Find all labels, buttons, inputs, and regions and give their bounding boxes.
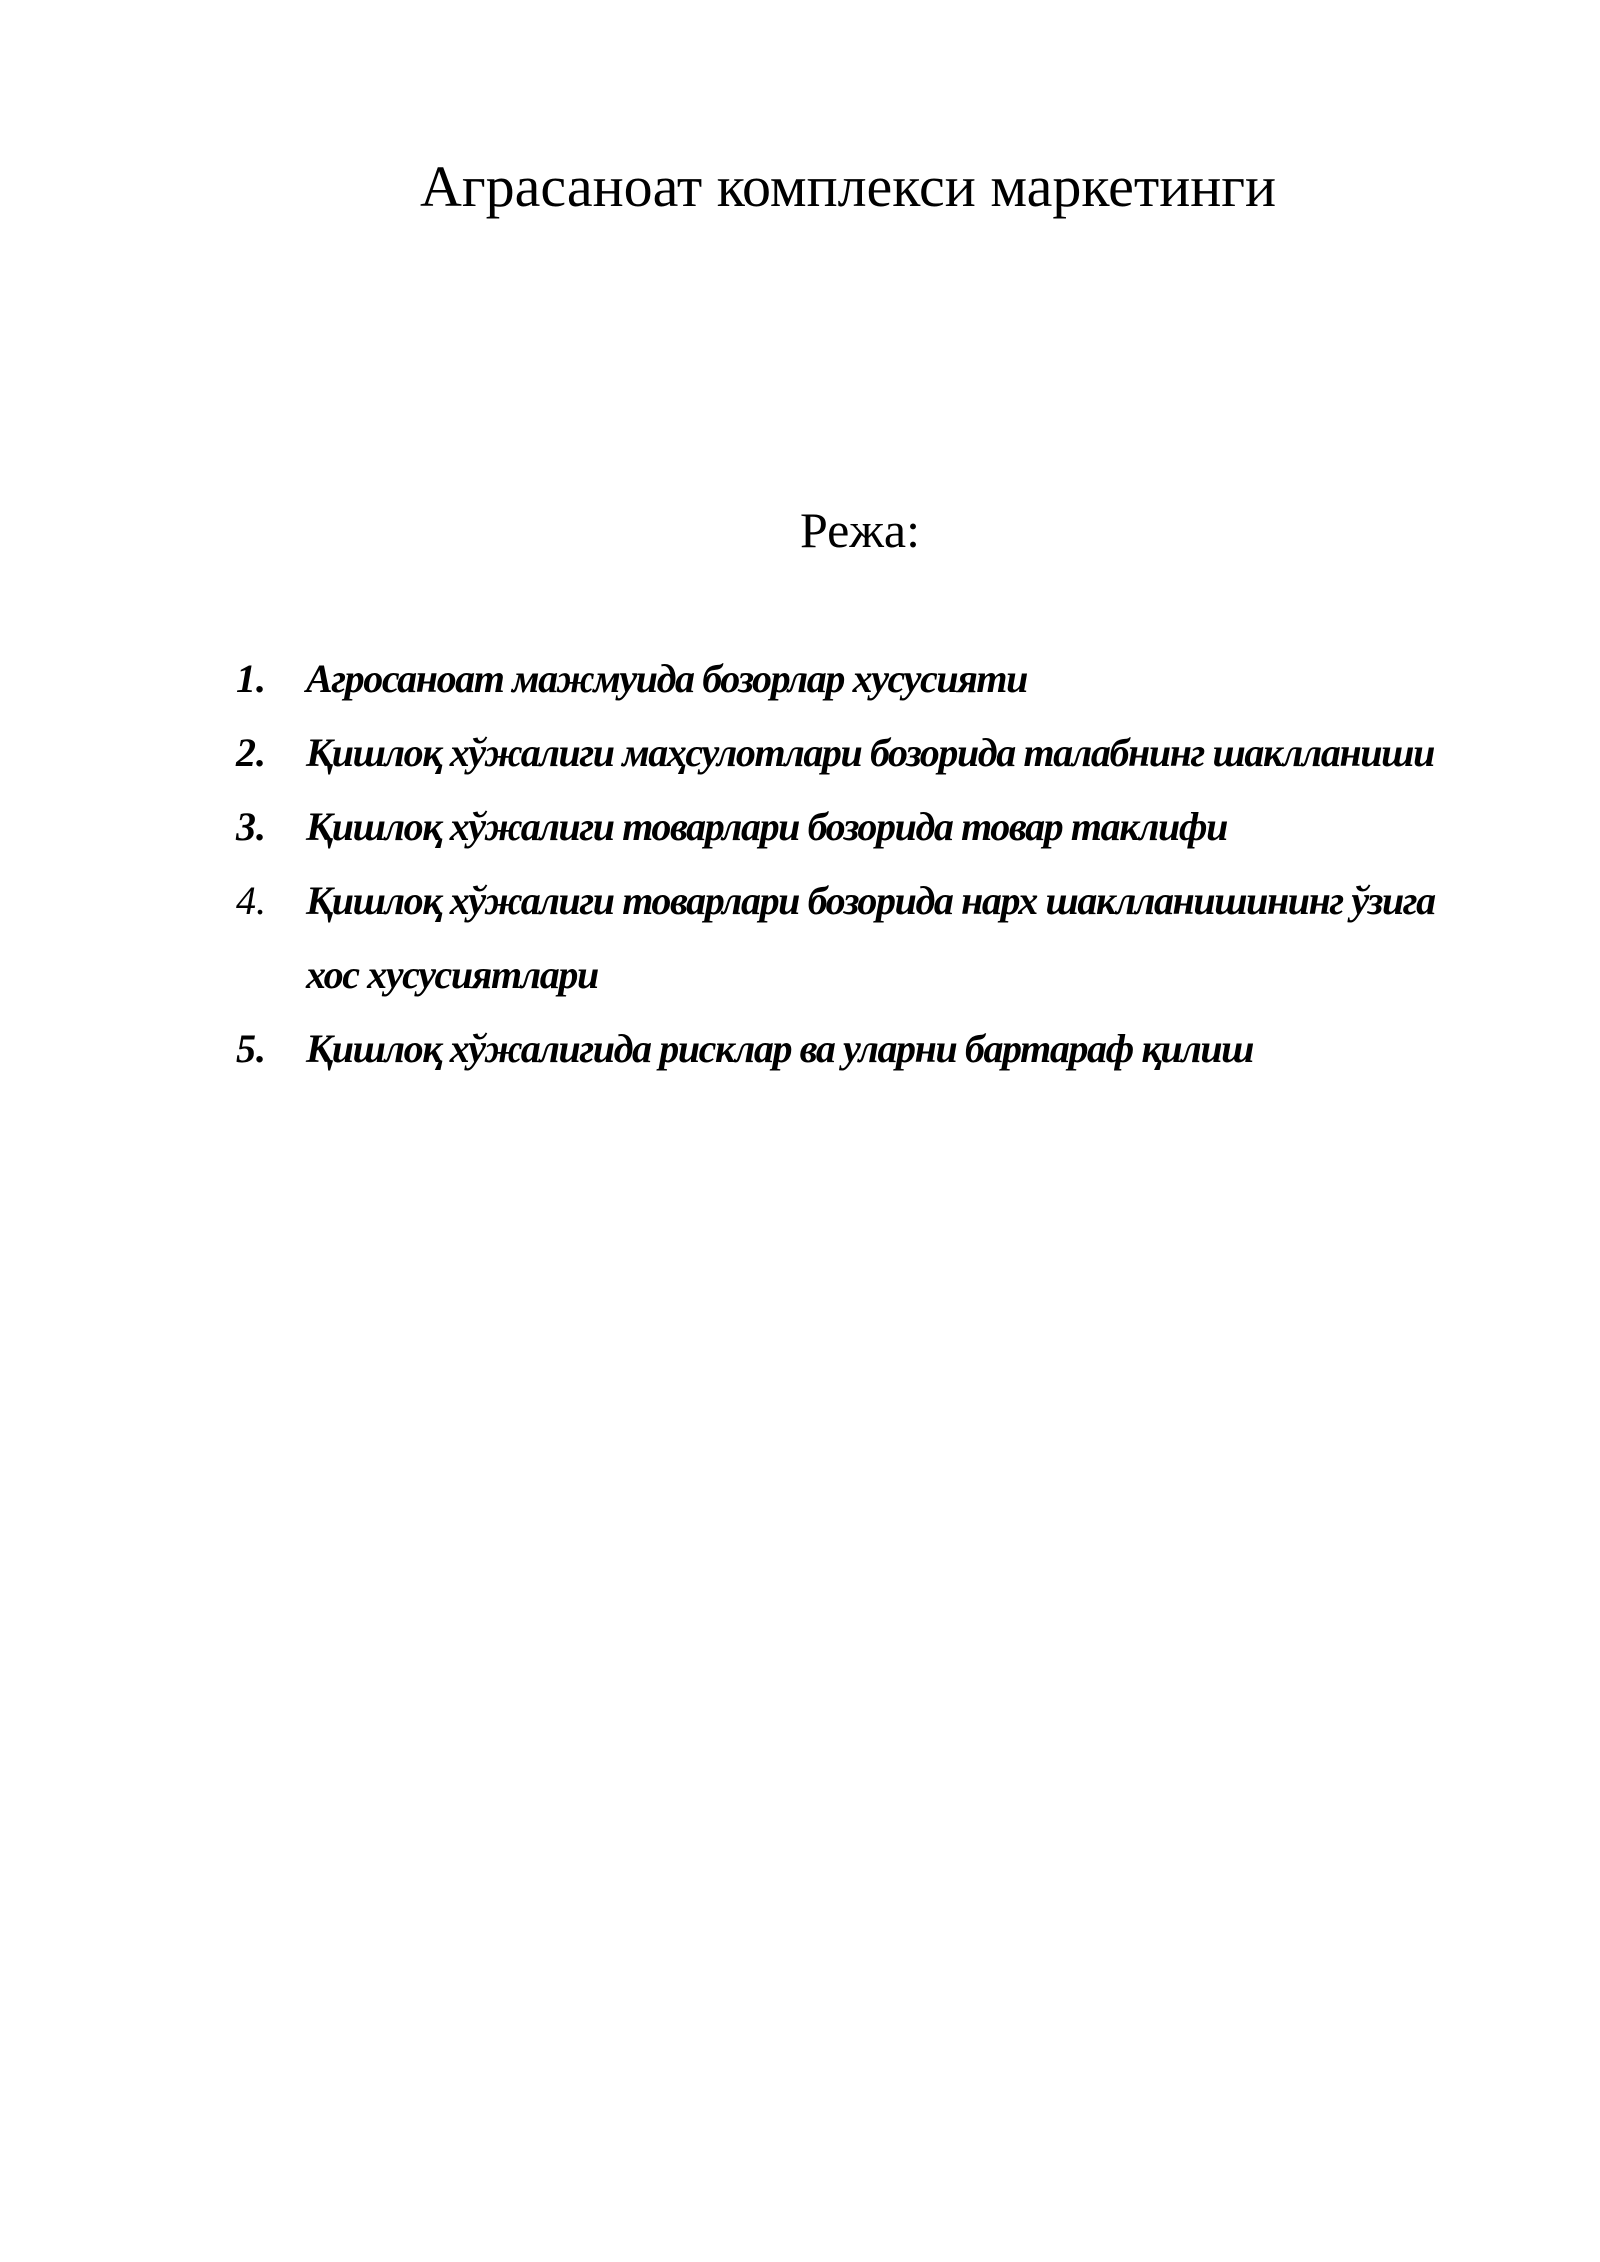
plan-item-2 — [236, 716, 1436, 790]
plan-item-5 — [236, 1012, 1436, 1086]
plan-item-4 — [236, 864, 1436, 1012]
document-title: Аграсаноат комплекси маркетинги — [420, 154, 1277, 219]
plan-item-number: 1. — [236, 656, 266, 701]
plan-item-text: Агросаноат мажмуида бозорлар хусусияти — [306, 656, 1027, 701]
plan-item-1 — [236, 642, 1436, 716]
plan-item-text: Қишлоқ хўжалигида рисклар ва уларни бартараф қилиш — [306, 1026, 1254, 1071]
plan-heading: Режа: — [800, 502, 920, 558]
plan-item-number: 3. — [236, 804, 266, 849]
plan-item-text: Қишлоқ хўжалиги товарлари бозорида товар таклифи — [306, 804, 1227, 849]
plan-item-text: Қишлоқ хўжалиги маҳсулотлари бозорида талабнинг шаклланиши — [306, 730, 1434, 775]
plan-item-number: 2. — [236, 730, 266, 775]
plan-item-3 — [236, 790, 1436, 864]
plan-item-text: Қишлоқ хўжалиги товарлари бозорида нарх шаклланишининг ўзига хос хусусиятлари — [306, 878, 1435, 997]
plan-item-number: 4. — [236, 878, 266, 923]
plan-list — [236, 642, 1436, 1086]
plan-item-number: 5. — [236, 1026, 266, 1071]
